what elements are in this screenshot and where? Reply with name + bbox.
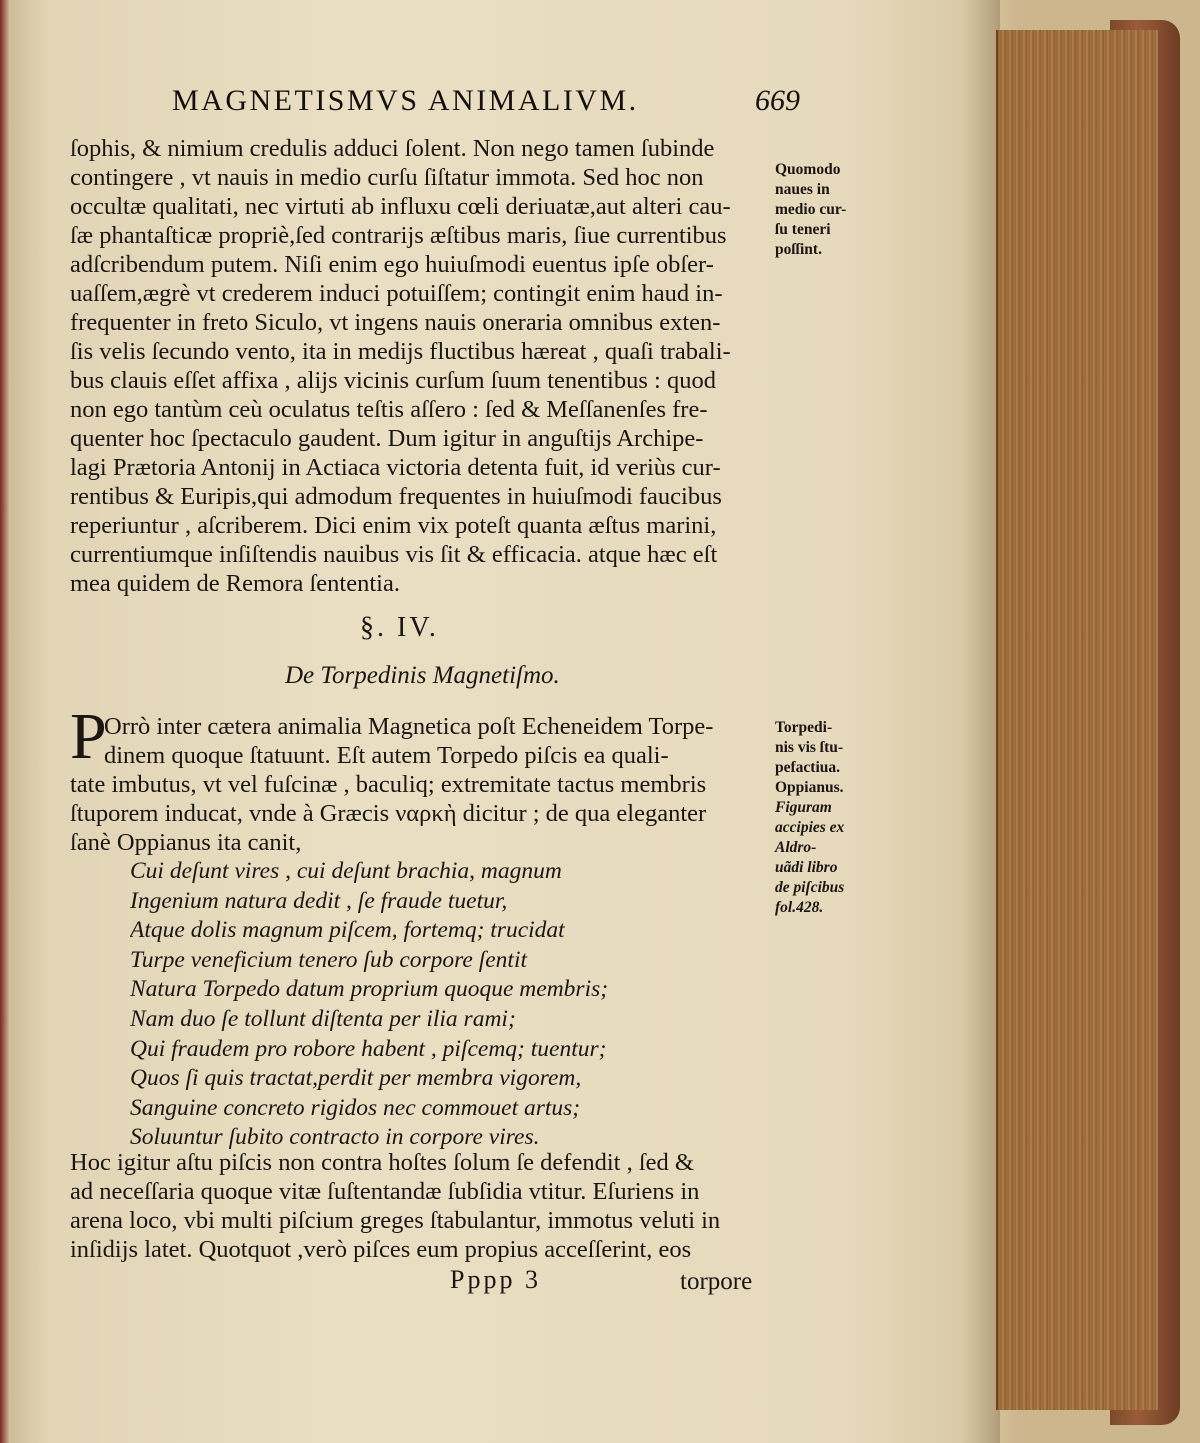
marginal-line: poſſint. bbox=[775, 241, 822, 258]
text-line: inſidijs latet. Quotquot ,verò piſces eum propius acceſſerint, eos bbox=[70, 1236, 692, 1263]
marginal-note-ships bbox=[775, 160, 875, 260]
text-line: ſtuporem inducat, vnde à Græcis ναρκὴ dicitur ; de qua eleganter bbox=[70, 800, 707, 827]
verse-line: Ingenium natura dedit , ſe fraude tuetur, bbox=[130, 887, 508, 914]
section-subheading: De Torpedinis Magnetiſmo. bbox=[285, 662, 560, 689]
marginal-line: uãdi libro bbox=[775, 859, 838, 876]
marginal-line: Torpedi- bbox=[775, 719, 833, 736]
verse-line: Soluuntur ſubito contracto in corpore vires. bbox=[130, 1124, 540, 1151]
marginal-line: accipies ex bbox=[775, 819, 845, 836]
oppianus-verse bbox=[130, 857, 770, 1153]
text-line: occultæ qualitati, nec virtuti ab influxu cœli deriuatæ,aut alteri cau- bbox=[70, 193, 731, 220]
page-fore-edge bbox=[996, 30, 1158, 1410]
marginal-line: naues in bbox=[775, 181, 830, 198]
text-line: bus clauis eſſet affixa , alijs vicinis curſum ſuum tenentibus : quod bbox=[70, 367, 716, 394]
signature-mark: Pppp 3 bbox=[450, 1265, 541, 1294]
verse-line: Turpe veneficium tenero ſub corpore ſentit bbox=[130, 946, 528, 973]
text-line: ſis velis ſecundo vento, ita in medijs fluctibus hæreat , quaſi trabali- bbox=[70, 338, 731, 365]
verse-line: Quos ſi quis tractat,perdit per membra vigorem, bbox=[130, 1065, 582, 1092]
text-line: currentiumque inſiſtendis nauibus vis ſit & efficacia. atque hæc eſt bbox=[70, 541, 718, 568]
marginal-line: nis vis ſtu- bbox=[775, 739, 844, 756]
drop-capital: P bbox=[70, 700, 107, 773]
text-line: arena loco, vbi multi piſcium greges ſtabulantur, immotus veluti in bbox=[70, 1207, 721, 1234]
text-line: ſophis, & nimium credulis adduci ſolent. Non nego tamen ſubinde bbox=[70, 135, 715, 162]
text-line: ſæ phantaſticæ propriè,ſed contrarijs æſtibus maris, ſiue currentibus bbox=[70, 222, 727, 249]
text-line: adſcribendum putem. Niſi enim ego huiuſmodi euentus ipſe obſer- bbox=[70, 251, 714, 278]
verse-line: Sanguine concreto rigidos nec commouet artus; bbox=[130, 1094, 581, 1121]
text-line: ad neceſſaria quoque vitæ ſuſtentandæ ſubſidia vtitur. Eſuriens in bbox=[70, 1178, 700, 1205]
marginal-line: Quomodo bbox=[775, 161, 841, 178]
text-line: non ego tantùm ceù oculatus teſtis aſſero : ſed & Meſſanenſes fre- bbox=[70, 396, 708, 423]
marginal-line: de piſcibus bbox=[775, 879, 845, 896]
text-line: ſanè Oppianus ita canit, bbox=[70, 829, 302, 856]
text-line: dinem quoque ſtatuunt. Eſt autem Torpedo piſcis ea quali- bbox=[104, 742, 669, 769]
page-number: 669 bbox=[755, 84, 800, 117]
verse-line: Cui deſunt vires , cui deſunt brachia, magnum bbox=[130, 858, 562, 884]
page-header bbox=[172, 78, 800, 128]
text-line: Hoc igitur aſtu piſcis non contra hoſtes ſolum ſe defendit , ſed & bbox=[70, 1149, 694, 1176]
paragraph-remora bbox=[70, 134, 775, 598]
binding-edge bbox=[0, 0, 10, 1443]
marginal-line: fol.428. bbox=[775, 899, 824, 916]
paragraph-torpedo bbox=[70, 712, 775, 857]
marginal-line: ſu teneri bbox=[775, 221, 831, 238]
paragraph-torpedo-continued bbox=[70, 1148, 775, 1264]
text-line: rentibus & Euripis,qui admodum frequentes in huiuſmodi faucibus bbox=[70, 483, 722, 510]
text-line: lagi Prætoria Antonij in Actiaca victoria detenta fuit, id veriùs cur- bbox=[70, 454, 721, 481]
marginal-line: Oppianus. bbox=[775, 779, 844, 796]
page-gutter-shadow bbox=[960, 0, 1000, 1443]
verse-line: Natura Torpedo datum proprium quoque membris; bbox=[130, 976, 609, 1003]
catchword: torpore bbox=[680, 1268, 753, 1295]
verse-line: Nam duo ſe tollunt diſtenta per ilia rami; bbox=[130, 1005, 516, 1032]
marginal-line: Aldro- bbox=[775, 839, 817, 856]
text-line: frequenter in freto Siculo, vt ingens nauis oneraria omnibus exten- bbox=[70, 309, 721, 336]
running-head: MAGNETISMVS ANIMALIVM. bbox=[172, 84, 639, 117]
text-line: uaſſem,ægrè vt crederem induci potuiſſem; contingit enim haud in- bbox=[70, 280, 723, 307]
text-line: mea quidem de Remora ſententia. bbox=[70, 570, 400, 597]
text-line: tate imbutus, vt vel fuſcinæ , baculiq; extremitate tactus membris bbox=[70, 771, 707, 798]
text-line: quenter hoc ſpectaculo gaudent. Dum igitur in anguſtijs Archipe- bbox=[70, 425, 704, 452]
text-line: reperiuntur , aſcriberem. Dici enim vix poteſt quanta æſtus marini, bbox=[70, 512, 717, 539]
verse-line: Qui fraudem pro robore habent , piſcemq; tuentur; bbox=[130, 1035, 607, 1062]
section-heading: §. IV. bbox=[360, 612, 439, 643]
marginal-line: pefactiua. bbox=[775, 759, 841, 776]
text-line: Orrò inter cætera animalia Magnetica poſt Echeneidem Torpe- bbox=[104, 713, 714, 740]
verse-line: Atque dolis magnum piſcem, fortemq; trucidat bbox=[130, 917, 565, 944]
marginal-line: medio cur- bbox=[775, 201, 847, 218]
text-line: contingere , vt nauis in medio curſu ſiſtatur immota. Sed hoc non bbox=[70, 164, 704, 191]
marginal-line: Figuram bbox=[775, 799, 832, 816]
marginal-note-torpedo bbox=[775, 718, 875, 918]
